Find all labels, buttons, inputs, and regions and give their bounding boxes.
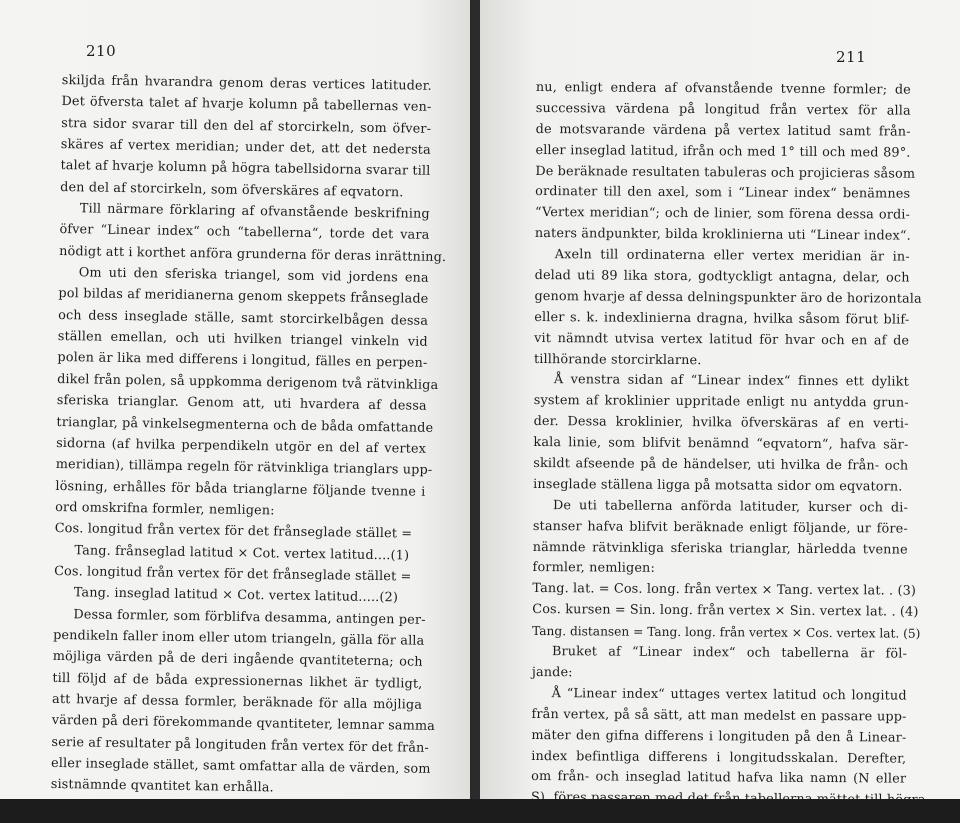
text-line: möjliga värden på de deri ingående qvantiteterna; och (52, 649, 423, 671)
text-line: Det öfversta talet af hvarje kolumn på tabellernas ven- (61, 94, 432, 116)
page-number: 210 (86, 42, 117, 60)
formula-line: Tang. distansen = Tang. long. från vertex × Cos. vertex lat. (5) (532, 624, 921, 641)
left-page (0, 0, 470, 820)
text-line: från vertex, på så sätt, att man medelst en passare upp- (531, 706, 907, 725)
text-line: jande: (531, 664, 573, 681)
text-line: och dess inseglade ställe, samt storcirkelbågen dessa (58, 307, 429, 329)
text-line: delad uti 89 lika stora, godtyckligt antagna, delar, och (534, 268, 910, 286)
text-line: lösning, erhålles för båda trianglarne följande tvenne i (55, 478, 426, 500)
text-line: Dessa formler, som förblifva desamma, antingen per- (73, 606, 426, 628)
text-line: index befintliga differens i longitudsskalan. Derefter, (531, 748, 907, 767)
text-line: sistnämnde qvantitet kan erhålla. (50, 777, 274, 796)
text-line: nu, enligt endera af ofvanstående tvenne formler; de (535, 79, 911, 98)
text-line: Bruket af “Linear index“ och tabellerna är föl- (551, 644, 908, 662)
text-line: system af kroklinier uppritade enligt nu antydda grun- (533, 393, 909, 411)
text-line: genom hvarje af dessa delningspunkter äro de horizontala (534, 288, 922, 307)
text-line: öfver “Linear index“ och “tabellerna“, torde det vara (59, 222, 430, 244)
text-line: vit nämndt utvisa vertex latitud för hvar och en af de (534, 330, 910, 349)
text-line: formler, nemligen: (532, 560, 655, 577)
text-line: kala linie, som blifvit benämnd “eqvatorn“, hafva sär- (533, 435, 909, 453)
page-body (530, 78, 926, 812)
text-line: S), föres passaren med det från tabellerna mättet till högra (530, 790, 926, 809)
text-line: Å venstra sidan af “Linear index“ finnes ett dylikt (553, 372, 909, 391)
text-line: talet af hvarje kolumn på högra tabellsidorna svarar till (60, 158, 431, 180)
text-line: nödigt att i korthet anföra grunderna för deras inrättning. (59, 243, 447, 265)
text-line: mäter den gifna differens i longituden på den å Linear- (531, 727, 907, 746)
text-line: meridian), tillämpa regeln för rätvinkliga trianglars upp- (55, 457, 433, 479)
text-line: eller inseglade stället, samt omfattar alla de värden, som (50, 755, 431, 777)
right-page (480, 0, 960, 809)
text-line: serie af resultater på longituden från vertex för det från- (51, 734, 430, 756)
page-body (50, 70, 447, 823)
text-line: Å “Linear index“ uttages vertex latitud och longitud (551, 685, 907, 704)
text-line: till följd af de båda expressionernas likhet är tydligt, (52, 670, 423, 692)
formula-line: Cos. longitud från vertex för det frånseglade stället = (54, 563, 412, 585)
text-line: successiva värdena på longitud från vertex för alla (535, 100, 911, 119)
page-number: 211 (836, 48, 867, 66)
text-line: pol bildas af meridianerna genom skeppets frånseglade (58, 286, 429, 308)
text-line: De uti tabellerna anförda latituder, kurser och di- (552, 497, 909, 516)
text-line: ordinater till den axel, som i “Linear index“ benämnes (535, 184, 911, 203)
text-line: värden på deri förekommande qvantiteter, lemnar samma (51, 713, 436, 735)
text-line: eller s. k. indexlinierna dragna, hvilka såsom förut blif- (534, 309, 910, 328)
text-line: skäres af vertex meridian; under det, att det nedersta (60, 137, 431, 158)
text-line: inseglade ställena ligga på motsatta sidor om eqvatorn. (533, 476, 903, 495)
text-line: tillhörande storcirklarne. (533, 351, 702, 368)
text-line: den del af storcirkeln, som öfverskäres af eqvatorn. (60, 179, 404, 201)
formula-line: Tang. frånseglad latitud × Cot. vertex latitud....(1) (74, 542, 410, 564)
text-line: skiljda från hvarandra genom deras vertices latituder. (61, 72, 432, 94)
text-line: polen är lika med differens i longitud, fälles en perpen- (57, 350, 428, 372)
text-line: stanser hafva blifvit beräknade enligt följande, ur före- (532, 518, 908, 537)
text-line: om från- och inseglad latitud hafva lika namn (N eller (531, 769, 907, 787)
text-line: ord omskrifna formler, nemligen: (55, 499, 275, 519)
text-line: nämnde rätvinkliga sferiska trianglar, härledda tvenne (532, 539, 908, 558)
text-line: Till närmare förklaring af ofvanstående beskrifning (79, 201, 430, 222)
text-line: ställen emellan, och uti hvilken triangel vinkeln vid (57, 329, 428, 350)
text-line: sidorna (af hvilka perpendikeln utgör en del af vertex (56, 435, 427, 457)
formula-line: Cos. longitud från vertex för det frånseglade stället = (54, 521, 413, 542)
text-line: att hvarje af dessa formler, beräknade för alla möjliga (51, 691, 423, 713)
text-line: eller inseglad latitud, ifrån och med 1° till och med 89°. (535, 142, 911, 161)
text-line: Axeln till ordinaterna eller vertex meridian är in- (554, 247, 910, 265)
text-line: de motsvarande värdena på vertex latitud samt från- (535, 121, 911, 140)
text-line: stra sidor svarar till den del af storcirkeln, som öfver- (61, 115, 432, 137)
text-line: “Vertex meridian“; och de linier, som förena dessa ordi- (535, 205, 911, 223)
text-line: pendikeln faller inom eller utom triangeln, gälla för alla (53, 627, 425, 649)
text-line: trianglar, på vinkelsegmenterna och de båda omfattande (56, 414, 434, 436)
text-line: De beräknade resultaten tabuleras och projicieras såsom (535, 163, 916, 182)
text-line: skildt afseende på de händelser, uti hvilka de från- och (533, 456, 909, 474)
formula-line: Tang. inseglad latitud × Cot. vertex latitud.....(2) (73, 585, 399, 606)
text-line: I och för konstruerandet af “Linear index“, beräknas (70, 798, 421, 820)
text-line: der. Dessa kroklinier, hvilka öfverskäras af en verti- (533, 414, 909, 432)
text-line: sferiska trianglar. Genom att, uti hvardera af dessa (56, 393, 427, 414)
formula-line: Tang. lat. = Cos. long. från vertex × Tang. vertex lat. . (3) (532, 581, 917, 600)
text-line: Om uti den sferiska triangel, som vid jordens ena (78, 265, 429, 286)
formula-line: Cos. kursen = Sin. long. från vertex × Sin. vertex lat. . (4) (532, 602, 919, 620)
text-line: dikel från polen, så uppkomma derigenom två rätvinkliga (57, 371, 439, 393)
text-line: naters ändpunkter, bilda kroklinierna uti “Linear index“. (534, 226, 911, 244)
